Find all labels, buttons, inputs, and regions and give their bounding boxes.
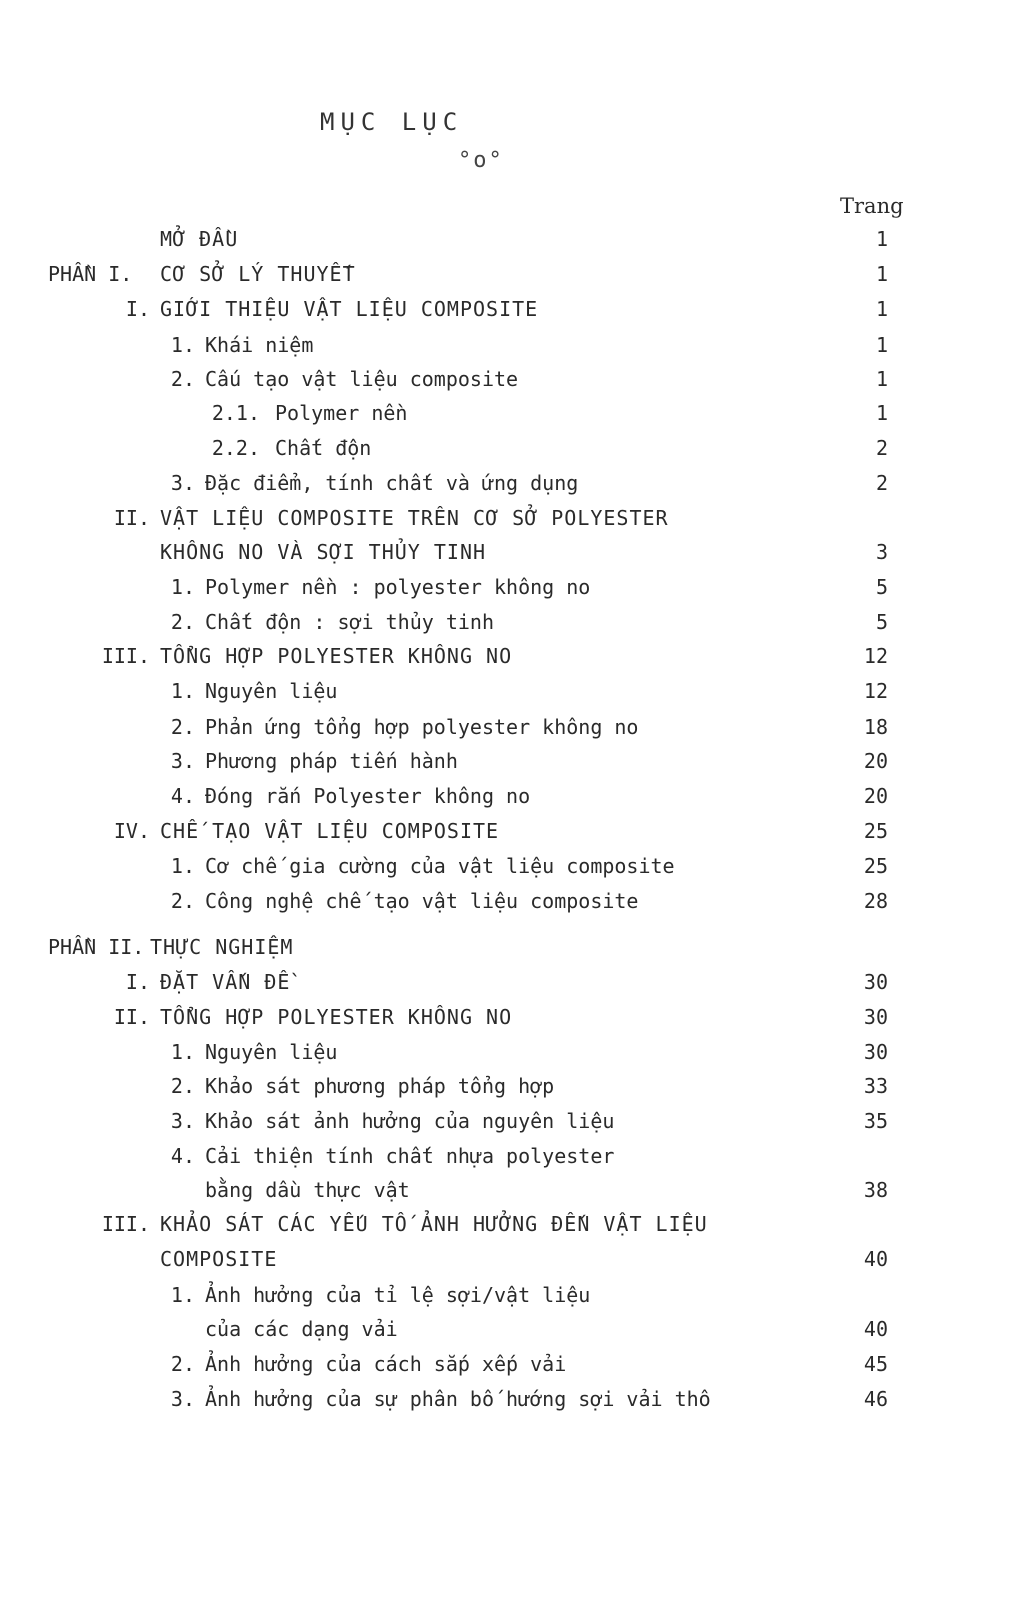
toc-entry-title: Phản ứng tổng hợp polyester không no: [205, 715, 639, 739]
toc-entry: [0, 967, 1021, 997]
toc-entry: [0, 641, 1021, 671]
toc-entry-number: 2.: [170, 715, 195, 739]
toc-entry-title: Đóng rắn Polyester không no: [205, 784, 531, 808]
toc-entry-number: II.: [113, 1005, 150, 1029]
toc-entry-page: 2: [875, 471, 888, 495]
toc-entry-number: 2.2.: [211, 436, 260, 460]
toc-entry-title: VẬT LIỆU COMPOSITE TRÊN CƠ SỞ POLYESTER: [160, 506, 669, 530]
toc-entry-page: 12: [863, 644, 888, 668]
toc-entry: [0, 712, 1021, 742]
toc-entry-title: CƠ SỞ LÝ THUYẾT: [160, 262, 356, 286]
toc-entry-page: 46: [863, 1387, 888, 1411]
toc-entry-title: TỔNG HỢP POLYESTER KHÔNG NO: [160, 644, 513, 668]
toc-entry: [0, 676, 1021, 706]
toc-entry: [0, 851, 1021, 881]
toc-entry-title: Cải thiện tính chất nhựa polyester: [205, 1144, 615, 1168]
toc-entry-title: ĐẶT VẤN ĐỀ: [160, 970, 291, 994]
toc-entry-page: 30: [863, 1040, 888, 1064]
toc-entry-title: Khảo sát phương pháp tổng hợp: [205, 1074, 555, 1098]
toc-entry-title: Ảnh hưởng của tỉ lệ sợi/vật liệu: [205, 1283, 591, 1307]
toc-entry: [0, 816, 1021, 846]
toc-entry: [0, 398, 1021, 428]
toc-entry: [0, 746, 1021, 776]
toc-entry: [0, 330, 1021, 360]
toc-entry-number: 1.: [170, 1283, 195, 1307]
toc-entry-number: 4.: [170, 1144, 195, 1168]
toc-entry: [0, 1002, 1021, 1032]
toc-entry-number: IV.: [113, 819, 150, 843]
toc-entry-page: 1: [875, 227, 888, 251]
toc-entry-page: 18: [863, 715, 888, 739]
toc-entry-title: TỔNG HỢP POLYESTER KHÔNG NO: [160, 1005, 513, 1029]
toc-entry: [0, 1141, 1021, 1171]
toc-entry-page: 40: [863, 1317, 888, 1341]
toc-entry: [0, 781, 1021, 811]
toc-entry-page: 5: [875, 610, 888, 634]
toc-entry: [0, 259, 1021, 289]
toc-entry: [0, 1175, 1021, 1205]
toc-entry: [0, 572, 1021, 602]
toc-entry-page: 1: [875, 297, 888, 321]
toc-entry-title: Khái niệm: [205, 333, 314, 357]
toc-entry-page: 30: [863, 1005, 888, 1029]
toc-entry-title: CHẾ TẠO VẬT LIỆU COMPOSITE: [160, 819, 500, 843]
toc-entry-number: 1.: [170, 575, 195, 599]
toc-entry-page: 25: [863, 819, 888, 843]
toc-entry-number: 1.: [170, 679, 195, 703]
toc-entry-page: 40: [863, 1247, 888, 1271]
toc-entry-page: 1: [875, 262, 888, 286]
toc-entry-number: 3.: [170, 749, 195, 773]
toc-entry-number: 3.: [170, 1387, 195, 1411]
toc-entry-title: Nguyên liệu: [205, 679, 338, 703]
toc-entry-number: 2.: [170, 367, 195, 391]
toc-entry-number: 4.: [170, 784, 195, 808]
toc-entry-title: KHÔNG NO VÀ SỢI THỦY TINH: [160, 540, 487, 564]
toc-entry-number: I.: [125, 297, 150, 321]
toc-entry-number: 1.: [170, 854, 195, 878]
toc-entry: [0, 1384, 1021, 1414]
toc-entry-page: 30: [863, 970, 888, 994]
toc-entry-title: COMPOSITE: [160, 1247, 278, 1271]
toc-entry-title: Đặc điểm, tính chất và ứng dụng: [205, 471, 579, 495]
toc-entry: [0, 886, 1021, 916]
toc-entry-page: 1: [875, 333, 888, 357]
toc-entry-title: bằng dầu thực vật: [205, 1178, 410, 1202]
toc-entry-number: 3.: [170, 471, 195, 495]
toc-entry-page: 2: [875, 436, 888, 460]
toc-entry-number: 1.: [170, 1040, 195, 1064]
toc-entry-number: III.: [101, 1212, 150, 1236]
toc-entry-title: Polymer nền : polyester không no: [205, 575, 591, 599]
toc-entry-number: 2.: [170, 1074, 195, 1098]
toc-entry-number: 3.: [170, 1109, 195, 1133]
toc-entry-page: 1: [875, 401, 888, 425]
toc-entry-title: KHẢO SÁT CÁC YẾU TỐ ẢNH HƯỞNG ĐẾN VẬT LIỆU: [160, 1212, 708, 1236]
toc-entry: [0, 1349, 1021, 1379]
toc-entry: [0, 433, 1021, 463]
toc-entry-title: Ảnh hưởng của cách sắp xếp vải: [205, 1352, 567, 1376]
title-ornament: °o°: [458, 148, 504, 173]
page-column-header: Trang: [840, 194, 904, 218]
toc-entry-page: 38: [863, 1178, 888, 1202]
toc-entry: [0, 503, 1021, 533]
toc-entry-number: PHẦN I.: [48, 262, 133, 286]
toc-entry-number: 2.: [170, 1352, 195, 1376]
toc-entry-title: Khảo sát ảnh hưởng của nguyên liệu: [205, 1109, 615, 1133]
toc-entry-number: 1.: [170, 333, 195, 357]
toc-entry: [0, 294, 1021, 324]
toc-entry-title: THỰC NGHIỆM: [150, 935, 294, 959]
toc-entry: [0, 1106, 1021, 1136]
toc-entry-number: PHẦN II.: [48, 935, 145, 959]
toc-entry: [0, 932, 1021, 962]
toc-entry: [0, 468, 1021, 498]
toc-entry-title: Cấu tạo vật liệu composite: [205, 367, 519, 391]
toc-entry-page: 33: [863, 1074, 888, 1098]
toc-entry-page: 1: [875, 367, 888, 391]
toc-entry-title: Cơ chế gia cường của vật liệu composite: [205, 854, 675, 878]
toc-entry-title: GIỚI THIỆU VẬT LIỆU COMPOSITE: [160, 297, 539, 321]
toc-entry-title: Chất độn: [275, 436, 372, 460]
toc-entry-number: I.: [125, 970, 150, 994]
toc-entry-title: Ảnh hưởng của sự phân bố hướng sợi vải thô: [205, 1387, 711, 1411]
toc-entry-page: 12: [863, 679, 888, 703]
toc-entry: [0, 1280, 1021, 1310]
toc-entry-page: 20: [863, 749, 888, 773]
toc-entry-number: 2.: [170, 889, 195, 913]
toc-entry-title: của các dạng vải: [205, 1317, 398, 1341]
toc-entry: [0, 1037, 1021, 1067]
toc-entry-number: 2.1.: [211, 401, 260, 425]
toc-entry-title: Nguyên liệu: [205, 1040, 338, 1064]
toc-entry-number: III.: [101, 644, 150, 668]
toc-entry: [0, 537, 1021, 567]
toc-entry-title: Phương pháp tiến hành: [205, 749, 458, 773]
page-title: MỤC LỤC: [320, 108, 464, 136]
toc-entry: [0, 1244, 1021, 1274]
toc-entry-title: Công nghệ chế tạo vật liệu composite: [205, 889, 639, 913]
toc-entry-page: 25: [863, 854, 888, 878]
toc-entry-title: Chất độn : sợi thủy tinh: [205, 610, 494, 634]
toc-entry-number: 2.: [170, 610, 195, 634]
toc-entry: [0, 364, 1021, 394]
toc-entry-title: MỞ ĐẦU: [160, 227, 239, 251]
toc-entry-page: 35: [863, 1109, 888, 1133]
toc-entry: [0, 1071, 1021, 1101]
toc-entry-page: 28: [863, 889, 888, 913]
toc-entry-page: 45: [863, 1352, 888, 1376]
toc-entry-page: 5: [875, 575, 888, 599]
toc-entry: [0, 1314, 1021, 1344]
toc-entry: [0, 1209, 1021, 1239]
toc-entry-title: Polymer nền: [275, 401, 408, 425]
toc-entry: [0, 607, 1021, 637]
toc-entry-page: 20: [863, 784, 888, 808]
toc-entry-number: II.: [113, 506, 150, 530]
toc-entry-page: 3: [875, 540, 888, 564]
toc-entry: [0, 224, 1021, 254]
